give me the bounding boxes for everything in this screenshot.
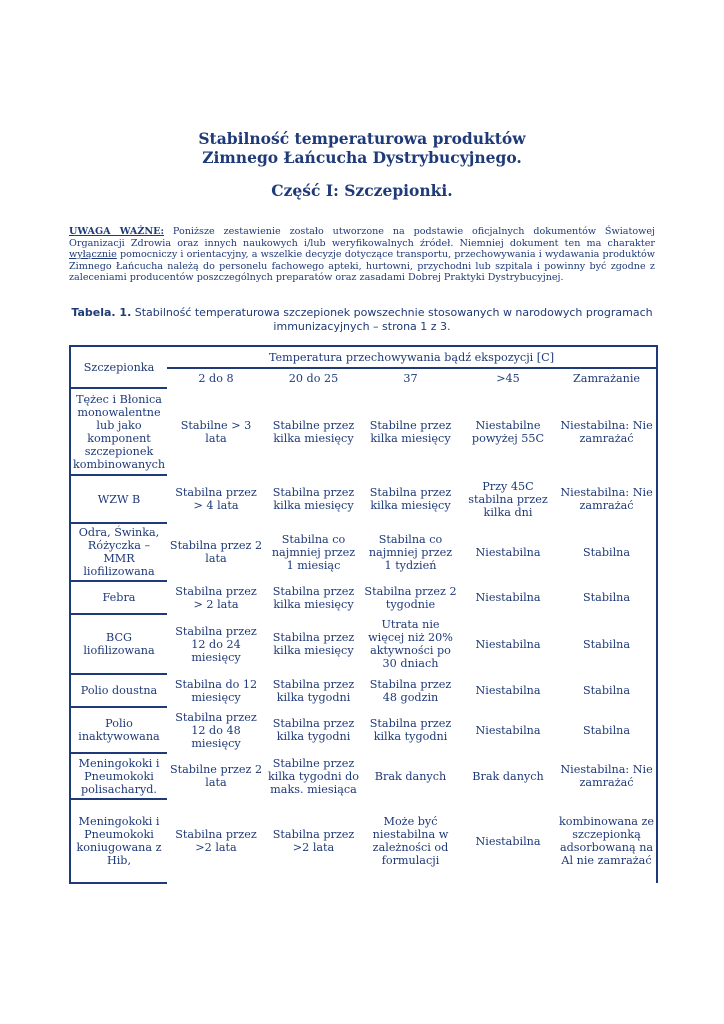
vaccine-name-cell: BCG liofilizowana bbox=[70, 614, 167, 674]
cell-2-8: Stabilne przez 2 lata bbox=[169, 763, 263, 789]
cell-37: Stabilna przez 48 godzin bbox=[369, 677, 452, 704]
document-title-line2: Zimnego Łańcucha Dystrybucyjnego. bbox=[202, 148, 522, 167]
cell-45: Brak danych bbox=[472, 769, 544, 783]
table-row bbox=[70, 523, 657, 581]
header-temperature: Temperatura przechowywania bądź ekspozycji [C] bbox=[167, 346, 657, 368]
cell-freezing: Stabilna bbox=[557, 707, 657, 753]
cell-45: Niestabilne powyżej 55C bbox=[471, 418, 545, 445]
cell-45: Niestabilna bbox=[475, 545, 541, 559]
header-col-20-25: 20 do 25 bbox=[288, 372, 339, 385]
table-row bbox=[70, 799, 657, 883]
table-row bbox=[70, 674, 657, 707]
table-row bbox=[70, 475, 657, 523]
cell-37: Stabilna przez kilka miesięcy bbox=[369, 486, 452, 512]
notice-text-1: Poniższe zestawienie zostało utworzone na podstawie oficjalnych dokumentów Światowej Organizacji Zdrowia oraz innych naukowych i/lub weryfikowalnych źródeł. Niemniej dokument ten ma charakter bbox=[69, 226, 655, 249]
cell-20-25: Stabilne przez kilka miesięcy bbox=[272, 418, 355, 445]
cell-2-8: Stabilna przez >2 lata bbox=[175, 828, 257, 854]
cell-37: Może być niestabilna w zależności od formulacji bbox=[372, 815, 449, 867]
cell-20-25: Stabilna przez kilka miesięcy bbox=[272, 584, 355, 611]
vaccine-name-cell: Tężec i Błonica monowalentne lub jako komponent szczepionek kombinowanych bbox=[70, 388, 167, 475]
vaccine-name-cell: Febra bbox=[70, 581, 167, 614]
vaccine-name-cell: Polio inaktywowana bbox=[70, 707, 167, 753]
notice-text-2: pomocniczy i orientacyjny, a wszelkie decyzje dotyczące transportu, przechowywania i wydawania produktów Zimnego Łańcucha należą do personelu fachowego apteki, hurtowni, przychodni lub szpitala i powinny być zgodne z zaleceniami producentów poszczególnych preparatów oraz zasadami Dobrej Praktyki Dystrybucyjnej. bbox=[69, 249, 655, 284]
cell-freezing: kombinowana ze szczepionką adsorbowaną na Al nie zamrażać bbox=[557, 799, 657, 883]
cell-20-25: Stabilna przez kilka miesięcy bbox=[272, 631, 355, 657]
cell-45: Niestabilna bbox=[475, 637, 541, 651]
cell-2-8: Stabilne > 3 lata bbox=[180, 418, 252, 445]
table-row bbox=[70, 707, 657, 753]
cell-20-25: Stabilna przez >2 lata bbox=[272, 828, 355, 854]
cell-37: Brak danych bbox=[374, 769, 447, 783]
cell-20-25: Stabilna przez kilka tygodni bbox=[272, 677, 355, 704]
cell-45: Niestabilna bbox=[475, 684, 541, 697]
header-col-37: 37 bbox=[403, 372, 418, 385]
cell-20-25: Stabilne przez kilka tygodni do maks. miesiąca bbox=[267, 756, 360, 796]
cell-37: Stabilna przez 2 tygodnie bbox=[364, 584, 457, 611]
cell-freezing: Niestabilna: Nie zamrażać bbox=[557, 388, 657, 475]
cell-freezing: Stabilna bbox=[557, 523, 657, 581]
cell-20-25: Stabilna co najmniej przez 1 miesiąc bbox=[271, 532, 356, 572]
cell-37: Stabilne przez kilka miesięcy bbox=[369, 418, 452, 445]
header-col-freezing: Zamrażanie bbox=[557, 368, 657, 388]
cell-45: Niestabilna bbox=[475, 834, 541, 848]
notice-lead: UWAGA WAŻNE: bbox=[69, 226, 165, 237]
cell-37: Stabilna przez kilka tygodni bbox=[369, 717, 452, 743]
header-vaccine: Szczepionka bbox=[70, 346, 167, 388]
table-caption bbox=[69, 306, 655, 334]
cell-2-8: Stabilna przez 2 lata bbox=[169, 539, 263, 565]
vaccine-name-cell: Meningokoki i Pneumokoki koniugowana z Hib, bbox=[70, 799, 167, 883]
table-row bbox=[70, 614, 657, 674]
caption-label: Tabela. 1. bbox=[71, 306, 132, 319]
cell-45: Niestabilna bbox=[475, 723, 541, 737]
important-notice bbox=[69, 226, 655, 284]
cell-2-8: Stabilna przez > 4 lata bbox=[175, 486, 257, 512]
vaccine-stability-table bbox=[69, 345, 658, 884]
caption-text: Stabilność temperaturowa szczepionek powszechnie stosowanych w narodowych programach immunizacyjnych – strona 1 z 3. bbox=[131, 306, 653, 333]
cell-2-8: Stabilna przez > 2 lata bbox=[175, 584, 257, 611]
header-col-45: >45 bbox=[496, 372, 520, 385]
cell-20-25: Stabilna przez kilka tygodni bbox=[272, 717, 355, 743]
vaccine-name-cell: Odra, Świnka, Różyczka – MMR liofilizowana bbox=[70, 523, 167, 581]
cell-37: Stabilna co najmniej przez 1 tydzień bbox=[368, 532, 453, 572]
cell-2-8: Stabilna przez 12 do 24 miesięcy bbox=[175, 624, 257, 664]
cell-freezing: Niestabilna: Nie zamrażać bbox=[557, 753, 657, 799]
cell-freezing: Stabilna bbox=[557, 674, 657, 707]
cell-45: Przy 45C stabilna przez kilka dni bbox=[468, 479, 548, 519]
cell-45: Niestabilna bbox=[475, 591, 541, 604]
header-col-2-8: 2 do 8 bbox=[198, 372, 234, 385]
cell-2-8: Stabilna przez 12 do 48 miesięcy bbox=[175, 710, 257, 750]
part-title: Część I: Szczepionki. bbox=[271, 181, 453, 200]
vaccine-name-cell: Meningokoki i Pneumokoki polisacharyd. bbox=[70, 753, 167, 799]
table-row bbox=[70, 753, 657, 799]
cell-freezing: Stabilna bbox=[557, 581, 657, 614]
notice-underlined-word: wyłącznie bbox=[69, 249, 117, 261]
cell-37: Utrata nie więcej niż 20% aktywności po 30 dniach bbox=[368, 618, 453, 670]
document-title-line1: Stabilność temperaturowa produktów bbox=[198, 129, 526, 148]
cell-freezing: Niestabilna: Nie zamrażać bbox=[557, 475, 657, 523]
table-row bbox=[70, 581, 657, 614]
vaccine-name-cell: WZW B bbox=[70, 475, 167, 523]
cell-freezing: Stabilna bbox=[557, 614, 657, 674]
cell-20-25: Stabilna przez kilka miesięcy bbox=[272, 486, 355, 512]
table-row bbox=[70, 388, 657, 475]
cell-2-8: Stabilna do 12 miesięcy bbox=[174, 677, 258, 704]
vaccine-name-cell: Polio doustna bbox=[70, 674, 167, 707]
